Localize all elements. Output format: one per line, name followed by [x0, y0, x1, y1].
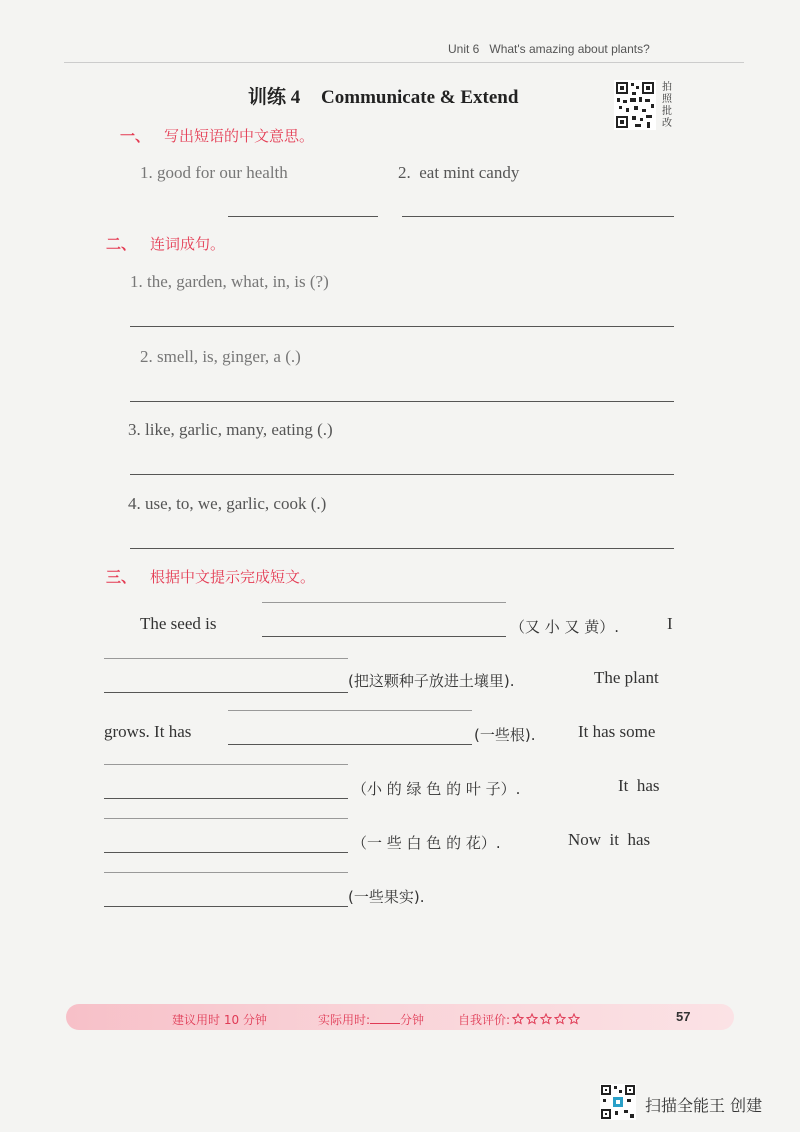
lesson-code: 训练 4 — [248, 87, 301, 108]
answer-line-s2-2[interactable] — [130, 401, 674, 402]
answer-line-s2-3[interactable] — [130, 474, 674, 475]
actual-time — [318, 1011, 424, 1028]
passage-line-5-hint: （一 些 白 色 的 花）. — [352, 834, 501, 852]
blank-3[interactable] — [228, 744, 472, 745]
self-evaluation — [458, 1011, 580, 1028]
scanner-logo-icon — [600, 1084, 636, 1120]
blank-4[interactable] — [104, 798, 348, 799]
section2-item-1: 1. the, garden, what, in, is (?) — [130, 272, 329, 291]
blank-1[interactable] — [262, 636, 506, 637]
section2-item-4: 4. use, to, we, garlic, cook (.) — [128, 494, 327, 513]
section1-instruction: 写出短语的中文意思。 — [164, 127, 315, 145]
passage-line-3-hint: (一些根). — [474, 726, 536, 744]
self-eval-label: 自我评价: — [458, 1013, 511, 1027]
section3-instruction: 根据中文提示完成短文。 — [150, 568, 316, 586]
passage-line-4-hint: （小 的 绿 色 的 叶 子）. — [352, 780, 521, 798]
section1-number: 一、 — [120, 127, 151, 145]
answer-line-s2-1[interactable] — [130, 326, 674, 327]
answer-line-s2-4[interactable] — [130, 548, 674, 549]
passage-line-1-tail: I — [667, 614, 673, 633]
passage-line-1-lead: The seed is — [140, 614, 217, 633]
section3-heading — [106, 566, 315, 587]
section1-heading — [120, 125, 314, 146]
section2-number: 二、 — [106, 235, 137, 253]
section2-item-3: 3. like, garlic, many, eating (.) — [128, 420, 333, 439]
answer-line-s1-2[interactable] — [402, 216, 674, 217]
suggested-time: 建议用时 10 分钟 — [172, 1013, 267, 1027]
unit-number: Unit 6 — [448, 42, 480, 56]
passage-line-2-tail: The plant — [594, 668, 659, 687]
blank-2-guide — [104, 658, 348, 659]
star-icon[interactable] — [540, 1013, 552, 1025]
answer-line-s1-1[interactable] — [228, 216, 378, 217]
blank-1-guide — [262, 602, 506, 603]
blank-6-guide — [104, 872, 348, 873]
blank-5[interactable] — [104, 852, 348, 853]
passage-line-1-hint: （又 小 又 黄）. — [510, 618, 620, 636]
star-icon[interactable] — [512, 1013, 524, 1025]
section1-item-2: 2. eat mint candy — [398, 163, 520, 182]
qr-label: 拍照批改 — [662, 82, 672, 129]
unit-title: What's amazing about plants? — [489, 42, 650, 56]
self-eval-stars[interactable] — [510, 1013, 580, 1027]
passage-line-4-tail: It has — [618, 776, 660, 795]
qr-code-icon[interactable] — [614, 80, 656, 130]
page-title — [248, 82, 518, 109]
watermark-text: 扫描全能王 创建 — [645, 1096, 763, 1115]
passage-line-6-hint: (一些果实). — [348, 888, 425, 906]
blank-2[interactable] — [104, 692, 348, 693]
passage-line-5-tail: Now it has — [568, 830, 651, 849]
header-divider — [64, 62, 744, 63]
star-icon[interactable] — [568, 1013, 580, 1025]
passage-line-3-lead: grows. It has — [104, 722, 192, 741]
section2-item-2: 2. smell, is, ginger, a (.) — [140, 347, 301, 366]
star-icon[interactable] — [554, 1013, 566, 1025]
lesson-name: Communicate & Extend — [321, 87, 519, 108]
blank-5-guide — [104, 818, 348, 819]
section2-heading — [106, 233, 225, 254]
actual-time-blank[interactable] — [370, 1013, 400, 1024]
blank-6[interactable] — [104, 906, 348, 907]
star-icon[interactable] — [526, 1013, 538, 1025]
blank-3-guide — [228, 710, 472, 711]
unit-header — [448, 42, 688, 56]
page-number: 57 — [676, 1009, 691, 1024]
passage-line-3-tail: It has some — [578, 722, 656, 741]
passage-line-2-hint: (把这颗种子放进土壤里). — [348, 672, 515, 690]
section2-instruction: 连词成句。 — [150, 235, 226, 253]
actual-time-unit: 分钟 — [400, 1013, 425, 1027]
actual-time-label: 实际用时: — [318, 1013, 371, 1027]
section3-number: 三、 — [106, 568, 137, 586]
section1-item-1: 1. good for our health — [140, 163, 288, 182]
blank-4-guide — [104, 764, 348, 765]
